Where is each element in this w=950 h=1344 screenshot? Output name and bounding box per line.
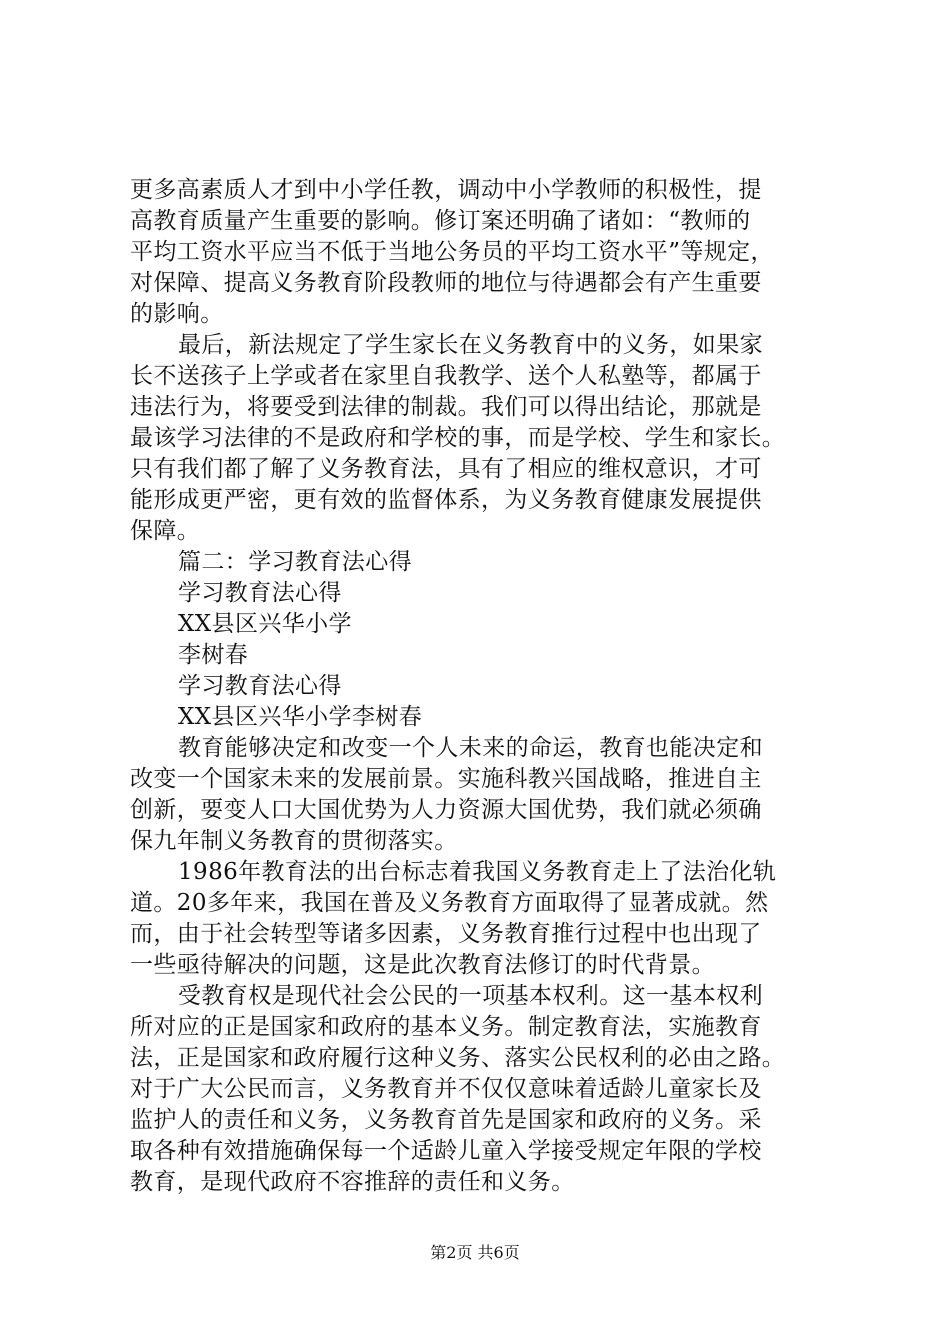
article-title: 学习教育法心得 (178, 673, 342, 699)
section-heading: 篇二：学习教育法心得 (178, 549, 412, 575)
text-line: 的影响。 (130, 301, 224, 327)
text-line: 最该学习法律的不是政府和学校的事，而是学校、学生和家长。 (130, 425, 786, 451)
text-line: 一些亟待解决的问题，这是此次教育法修订的时代背景。 (130, 952, 715, 978)
text-line: 而，由于社会转型等诸多因素，义务教育推行过程中也出现了 (130, 921, 762, 947)
text-line: 道。20多年来，我国在普及义务教育方面取得了显著成就。然 (130, 890, 769, 916)
text-line: 所对应的正是国家和政府的基本义务。制定教育法，实施教育 (130, 1014, 762, 1040)
text-line: 教育能够决定和改变一个人未来的命运，教育也能决定和 (178, 735, 763, 761)
text-line: 监护人的责任和义务，义务教育首先是国家和政府的义务。采 (130, 1107, 762, 1133)
text-line: 法，正是国家和政府履行这种义务、落实公民权利的必由之路。 (130, 1045, 786, 1071)
author-name: 李树春 (178, 642, 249, 668)
text-line: 对保障、提高义务教育阶段教师的地位与待遇都会有产生重要 (130, 270, 762, 296)
text-line: 改变一个国家未来的发展前景。实施科教兴国战略，推进自主 (130, 766, 762, 792)
text-line: 对于广大公民而言，义务教育并不仅仅意味着适龄儿童家长及 (130, 1076, 762, 1102)
text-line: 能形成更严密，更有效的监督体系，为义务教育健康发展提供 (130, 487, 762, 513)
article-title: 学习教育法心得 (178, 580, 342, 606)
text-line: 高教育质量产生重要的影响。修订案还明确了诸如：“教师的 (130, 208, 751, 234)
page-footer (0, 1243, 950, 1263)
text-line: 保九年制义务教育的贯彻落实。 (130, 828, 458, 854)
text-line: 保障。 (130, 518, 201, 544)
text-line: 教育，是现代政府不容推辞的责任和义务。 (130, 1169, 575, 1195)
page-number-label: 第2页 共6页 (430, 1243, 520, 1262)
text-line: 最后，新法规定了学生家长在义务教育中的义务，如果家 (178, 332, 763, 358)
text-line: 受教育权是现代社会公民的一项基本权利。这一基本权利 (178, 983, 763, 1009)
author-school: XX县区兴华小学 (178, 611, 352, 637)
text-line: 1986年教育法的出台标志着我国义务教育走上了法治化轨 (178, 859, 777, 885)
text-line: 长不送孩子上学或者在家里自我教学、送个人私塾等，都属于 (130, 363, 762, 389)
text-line: 更多高素质人才到中小学任教，调动中小学教师的积极性，提 (130, 177, 762, 203)
text-line: 违法行为，将要受到法律的制裁。我们可以得出结论，那就是 (130, 394, 762, 420)
text-line: 平均工资水平应当不低于当地公务员的平均工资水平”等规定， (130, 239, 774, 265)
author-line: XX县区兴华小学李树春 (178, 704, 423, 730)
text-line: 取各种有效措施确保每一个适龄儿童入学接受规定年限的学校 (130, 1138, 762, 1164)
text-line: 创新，要变人口大国优势为人力资源大国优势，我们就必须确 (130, 797, 762, 823)
text-line: 只有我们都了解了义务教育法，具有了相应的维权意识，才可 (130, 456, 762, 482)
document-body (130, 175, 830, 1198)
